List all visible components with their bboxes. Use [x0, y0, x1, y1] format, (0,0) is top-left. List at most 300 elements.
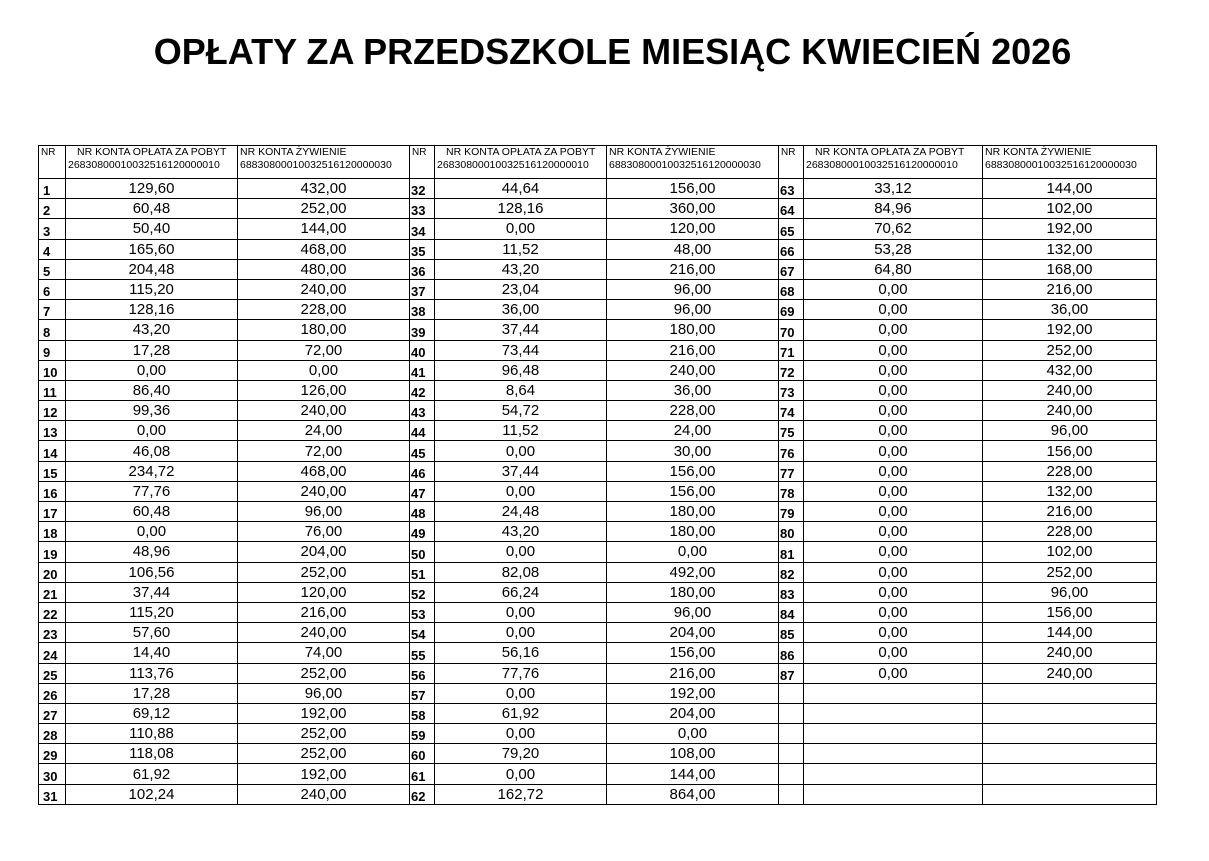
cell-zywienie: 432,00 [238, 179, 410, 199]
cell-pobyt: 115,20 [66, 279, 238, 299]
cell-nr: 20 [39, 562, 66, 582]
empty-cell [779, 724, 804, 744]
table-row [39, 441, 1157, 461]
cell-zywienie: 144,00 [238, 219, 410, 239]
cell-nr: 41 [410, 360, 435, 380]
table-row [39, 643, 1157, 663]
empty-cell [983, 764, 1157, 784]
cell-zywienie: 132,00 [983, 481, 1157, 501]
cell-zywienie: 252,00 [238, 562, 410, 582]
page-title: OPŁATY ZA PRZEDSZKOLE MIESIĄC KWIECIEŃ 2026 [153, 31, 1072, 72]
cell-zywienie: 240,00 [238, 481, 410, 501]
empty-cell [804, 703, 983, 723]
cell-pobyt: 0,00 [804, 542, 983, 562]
cell-nr: 51 [410, 562, 435, 582]
cell-nr: 55 [410, 643, 435, 663]
cell-nr: 9 [39, 340, 66, 360]
cell-zywienie: 168,00 [983, 259, 1157, 279]
cell-zywienie: 144,00 [983, 623, 1157, 643]
cell-pobyt: 23,04 [435, 279, 607, 299]
cell-nr: 48 [410, 502, 435, 522]
table-row [39, 542, 1157, 562]
cell-pobyt: 66,24 [435, 582, 607, 602]
header-pobyt-account: 26830800010032516120000010 [68, 159, 220, 171]
cell-zywienie: 24,00 [607, 421, 779, 441]
cell-nr: 45 [410, 441, 435, 461]
cell-zywienie: 156,00 [607, 179, 779, 199]
cell-pobyt: 17,28 [66, 340, 238, 360]
cell-zywienie: 156,00 [607, 643, 779, 663]
cell-zywienie: 240,00 [983, 643, 1157, 663]
table-row [39, 744, 1157, 764]
cell-nr: 87 [779, 663, 804, 683]
cell-nr: 2 [39, 199, 66, 219]
cell-nr: 11 [39, 380, 66, 400]
cell-zywienie: 102,00 [983, 199, 1157, 219]
cell-zywienie: 36,00 [607, 380, 779, 400]
cell-nr: 71 [779, 340, 804, 360]
table-row [39, 623, 1157, 643]
cell-zywienie: 180,00 [607, 522, 779, 542]
cell-nr: 4 [39, 239, 66, 259]
empty-cell [779, 683, 804, 703]
cell-zywienie: 216,00 [607, 340, 779, 360]
header-pobyt-label: NR KONTA OPŁATA ZA POBYT [815, 146, 965, 158]
cell-zywienie: 0,00 [607, 542, 779, 562]
header-zywienie-3 [983, 146, 1157, 179]
cell-nr: 79 [779, 502, 804, 522]
cell-nr: 64 [779, 199, 804, 219]
cell-nr: 61 [410, 764, 435, 784]
cell-pobyt: 33,12 [804, 179, 983, 199]
cell-zywienie: 144,00 [607, 764, 779, 784]
table-row [39, 239, 1157, 259]
cell-pobyt: 14,40 [66, 643, 238, 663]
header-nr-1: NR [39, 146, 66, 179]
cell-zywienie: 72,00 [238, 340, 410, 360]
cell-pobyt: 0,00 [66, 421, 238, 441]
cell-nr: 40 [410, 340, 435, 360]
empty-cell [779, 764, 804, 784]
cell-zywienie: 156,00 [983, 602, 1157, 622]
cell-zywienie: 480,00 [238, 259, 410, 279]
cell-nr: 58 [410, 703, 435, 723]
cell-pobyt: 106,56 [66, 562, 238, 582]
cell-zywienie: 156,00 [607, 461, 779, 481]
cell-nr: 1 [39, 179, 66, 199]
cell-pobyt: 54,72 [435, 401, 607, 421]
cell-pobyt: 162,72 [435, 784, 607, 804]
cell-pobyt: 0,00 [804, 522, 983, 542]
cell-pobyt: 17,28 [66, 683, 238, 703]
empty-cell [779, 744, 804, 764]
cell-zywienie: 192,00 [983, 219, 1157, 239]
cell-pobyt: 0,00 [804, 582, 983, 602]
cell-pobyt: 0,00 [804, 602, 983, 622]
cell-zywienie: 180,00 [238, 320, 410, 340]
cell-pobyt: 60,48 [66, 199, 238, 219]
cell-zywienie: 252,00 [983, 340, 1157, 360]
cell-zywienie: 216,00 [607, 663, 779, 683]
cell-nr: 47 [410, 481, 435, 501]
table-row [39, 784, 1157, 804]
cell-nr: 38 [410, 300, 435, 320]
cell-pobyt: 11,52 [435, 421, 607, 441]
cell-nr: 32 [410, 179, 435, 199]
cell-pobyt: 0,00 [804, 481, 983, 501]
cell-zywienie: 0,00 [238, 360, 410, 380]
header-pobyt-3 [804, 146, 983, 179]
cell-nr: 29 [39, 744, 66, 764]
cell-zywienie: 432,00 [983, 360, 1157, 380]
cell-pobyt: 128,16 [435, 199, 607, 219]
cell-zywienie: 156,00 [983, 441, 1157, 461]
cell-nr: 84 [779, 602, 804, 622]
cell-pobyt: 24,48 [435, 502, 607, 522]
header-row [39, 146, 1157, 179]
cell-nr: 63 [779, 179, 804, 199]
table-row [39, 300, 1157, 320]
cell-pobyt: 0,00 [804, 320, 983, 340]
cell-zywienie: 30,00 [607, 441, 779, 461]
cell-nr: 52 [410, 582, 435, 602]
header-zywienie-account: 68830800010032516120000030 [985, 159, 1137, 171]
cell-zywienie: 228,00 [607, 401, 779, 421]
cell-pobyt: 69,12 [66, 703, 238, 723]
cell-zywienie: 228,00 [983, 522, 1157, 542]
cell-pobyt: 11,52 [435, 239, 607, 259]
cell-nr: 26 [39, 683, 66, 703]
cell-nr: 13 [39, 421, 66, 441]
cell-zywienie: 74,00 [238, 643, 410, 663]
empty-cell [983, 724, 1157, 744]
table-row [39, 663, 1157, 683]
cell-nr: 81 [779, 542, 804, 562]
empty-cell [804, 744, 983, 764]
cell-pobyt: 61,92 [435, 703, 607, 723]
cell-pobyt: 0,00 [804, 461, 983, 481]
header-pobyt-1 [66, 146, 238, 179]
cell-nr: 68 [779, 279, 804, 299]
cell-zywienie: 864,00 [607, 784, 779, 804]
cell-nr: 77 [779, 461, 804, 481]
header-zywienie-1 [238, 146, 410, 179]
cell-nr: 59 [410, 724, 435, 744]
empty-cell [779, 784, 804, 804]
table-row [39, 481, 1157, 501]
cell-pobyt: 36,00 [435, 300, 607, 320]
cell-nr: 43 [410, 401, 435, 421]
cell-zywienie: 228,00 [983, 461, 1157, 481]
cell-zywienie: 108,00 [607, 744, 779, 764]
cell-nr: 82 [779, 562, 804, 582]
cell-nr: 42 [410, 380, 435, 400]
cell-zywienie: 216,00 [238, 602, 410, 622]
cell-zywienie: 120,00 [607, 219, 779, 239]
cell-zywienie: 120,00 [238, 582, 410, 602]
header-zywienie-account: 68830800010032516120000030 [240, 159, 392, 171]
table-row [39, 522, 1157, 542]
header-zywienie-account: 68830800010032516120000030 [609, 159, 761, 171]
cell-nr: 17 [39, 502, 66, 522]
cell-pobyt: 73,44 [435, 340, 607, 360]
cell-pobyt: 0,00 [804, 401, 983, 421]
cell-nr: 14 [39, 441, 66, 461]
table-row [39, 724, 1157, 744]
cell-pobyt: 0,00 [804, 502, 983, 522]
cell-nr: 44 [410, 421, 435, 441]
cell-pobyt: 115,20 [66, 602, 238, 622]
cell-nr: 85 [779, 623, 804, 643]
cell-zywienie: 144,00 [983, 179, 1157, 199]
header-zywienie-label: NR KONTA ŻYWIENIE [609, 146, 716, 158]
cell-pobyt: 0,00 [435, 623, 607, 643]
cell-nr: 74 [779, 401, 804, 421]
cell-pobyt: 82,08 [435, 562, 607, 582]
cell-pobyt: 43,20 [435, 259, 607, 279]
cell-nr: 25 [39, 663, 66, 683]
cell-zywienie: 36,00 [983, 300, 1157, 320]
cell-zywienie: 192,00 [983, 320, 1157, 340]
cell-nr: 83 [779, 582, 804, 602]
cell-nr: 35 [410, 239, 435, 259]
cell-zywienie: 252,00 [983, 562, 1157, 582]
table-row [39, 279, 1157, 299]
table-row [39, 602, 1157, 622]
table-row [39, 683, 1157, 703]
cell-zywienie: 216,00 [983, 502, 1157, 522]
cell-pobyt: 77,76 [435, 663, 607, 683]
cell-nr: 27 [39, 703, 66, 723]
cell-nr: 21 [39, 582, 66, 602]
cell-zywienie: 180,00 [607, 502, 779, 522]
header-zywienie-label: NR KONTA ŻYWIENIE [240, 146, 347, 158]
cell-nr: 57 [410, 683, 435, 703]
table-row [39, 179, 1157, 199]
cell-pobyt: 118,08 [66, 744, 238, 764]
table-row [39, 502, 1157, 522]
cell-pobyt: 110,88 [66, 724, 238, 744]
cell-nr: 37 [410, 279, 435, 299]
cell-pobyt: 37,44 [435, 320, 607, 340]
table-row [39, 764, 1157, 784]
table-row [39, 259, 1157, 279]
cell-pobyt: 0,00 [435, 602, 607, 622]
cell-nr: 67 [779, 259, 804, 279]
cell-nr: 10 [39, 360, 66, 380]
cell-nr: 50 [410, 542, 435, 562]
cell-nr: 80 [779, 522, 804, 542]
cell-nr: 28 [39, 724, 66, 744]
cell-pobyt: 0,00 [435, 219, 607, 239]
header-nr-3: NR [779, 146, 804, 179]
cell-nr: 65 [779, 219, 804, 239]
cell-pobyt: 129,60 [66, 179, 238, 199]
cell-zywienie: 240,00 [238, 401, 410, 421]
table-row [39, 461, 1157, 481]
cell-nr: 53 [410, 602, 435, 622]
cell-pobyt: 0,00 [435, 481, 607, 501]
cell-zywienie: 240,00 [238, 279, 410, 299]
fees-table [38, 145, 1157, 805]
cell-zywienie: 240,00 [238, 623, 410, 643]
empty-cell [804, 784, 983, 804]
cell-nr: 15 [39, 461, 66, 481]
cell-nr: 56 [410, 663, 435, 683]
cell-zywienie: 96,00 [238, 683, 410, 703]
cell-zywienie: 216,00 [983, 279, 1157, 299]
cell-zywienie: 192,00 [607, 683, 779, 703]
table-row [39, 320, 1157, 340]
cell-pobyt: 0,00 [66, 360, 238, 380]
cell-nr: 39 [410, 320, 435, 340]
cell-pobyt: 86,40 [66, 380, 238, 400]
cell-nr: 49 [410, 522, 435, 542]
cell-pobyt: 0,00 [66, 522, 238, 542]
cell-zywienie: 252,00 [238, 744, 410, 764]
cell-zywienie: 156,00 [607, 481, 779, 501]
cell-zywienie: 48,00 [607, 239, 779, 259]
cell-pobyt: 0,00 [804, 562, 983, 582]
table-row [39, 199, 1157, 219]
cell-pobyt: 0,00 [435, 724, 607, 744]
cell-nr: 54 [410, 623, 435, 643]
cell-pobyt: 128,16 [66, 300, 238, 320]
cell-nr: 30 [39, 764, 66, 784]
table-row [39, 582, 1157, 602]
cell-pobyt: 0,00 [804, 421, 983, 441]
header-pobyt-account: 26830800010032516120000010 [437, 159, 589, 171]
cell-pobyt: 204,48 [66, 259, 238, 279]
cell-zywienie: 492,00 [607, 562, 779, 582]
table-row [39, 421, 1157, 441]
cell-nr: 23 [39, 623, 66, 643]
cell-pobyt: 0,00 [435, 683, 607, 703]
cell-zywienie: 252,00 [238, 199, 410, 219]
cell-zywienie: 96,00 [983, 582, 1157, 602]
cell-pobyt: 0,00 [804, 380, 983, 400]
cell-pobyt: 0,00 [804, 663, 983, 683]
cell-zywienie: 96,00 [238, 502, 410, 522]
cell-zywienie: 240,00 [607, 360, 779, 380]
cell-nr: 34 [410, 219, 435, 239]
empty-cell [983, 784, 1157, 804]
cell-pobyt: 0,00 [804, 360, 983, 380]
cell-nr: 7 [39, 300, 66, 320]
cell-nr: 18 [39, 522, 66, 542]
header-pobyt-2 [435, 146, 607, 179]
table-row [39, 562, 1157, 582]
cell-zywienie: 252,00 [238, 724, 410, 744]
cell-pobyt: 0,00 [435, 542, 607, 562]
cell-zywienie: 468,00 [238, 239, 410, 259]
cell-pobyt: 0,00 [804, 279, 983, 299]
cell-nr: 12 [39, 401, 66, 421]
table-row [39, 380, 1157, 400]
cell-nr: 5 [39, 259, 66, 279]
cell-pobyt: 44,64 [435, 179, 607, 199]
table-row [39, 360, 1157, 380]
cell-pobyt: 50,40 [66, 219, 238, 239]
cell-zywienie: 204,00 [607, 623, 779, 643]
cell-pobyt: 43,20 [435, 522, 607, 542]
cell-zywienie: 240,00 [983, 401, 1157, 421]
cell-zywienie: 204,00 [607, 703, 779, 723]
cell-pobyt: 64,80 [804, 259, 983, 279]
cell-pobyt: 79,20 [435, 744, 607, 764]
cell-zywienie: 204,00 [238, 542, 410, 562]
cell-zywienie: 72,00 [238, 441, 410, 461]
cell-nr: 78 [779, 481, 804, 501]
cell-nr: 73 [779, 380, 804, 400]
cell-zywienie: 180,00 [607, 582, 779, 602]
cell-pobyt: 96,48 [435, 360, 607, 380]
cell-pobyt: 48,96 [66, 542, 238, 562]
cell-zywienie: 96,00 [607, 300, 779, 320]
cell-nr: 19 [39, 542, 66, 562]
cell-zywienie: 192,00 [238, 764, 410, 784]
cell-zywienie: 252,00 [238, 663, 410, 683]
cell-nr: 60 [410, 744, 435, 764]
cell-zywienie: 96,00 [983, 421, 1157, 441]
cell-pobyt: 0,00 [804, 643, 983, 663]
cell-zywienie: 96,00 [607, 602, 779, 622]
cell-zywienie: 126,00 [238, 380, 410, 400]
cell-pobyt: 102,24 [66, 784, 238, 804]
cell-nr: 62 [410, 784, 435, 804]
cell-zywienie: 192,00 [238, 703, 410, 723]
table-row [39, 219, 1157, 239]
cell-pobyt: 77,76 [66, 481, 238, 501]
cell-nr: 22 [39, 602, 66, 622]
cell-pobyt: 0,00 [804, 300, 983, 320]
empty-cell [804, 724, 983, 744]
cell-pobyt: 53,28 [804, 239, 983, 259]
cell-zywienie: 360,00 [607, 199, 779, 219]
header-pobyt-label: NR KONTA OPŁATA ZA POBYT [77, 146, 227, 158]
cell-zywienie: 96,00 [607, 279, 779, 299]
cell-zywienie: 0,00 [607, 724, 779, 744]
cell-zywienie: 228,00 [238, 300, 410, 320]
fees-table-body [39, 179, 1157, 805]
header-pobyt-label: NR KONTA OPŁATA ZA POBYT [446, 146, 596, 158]
empty-cell [804, 764, 983, 784]
cell-nr: 33 [410, 199, 435, 219]
empty-cell [983, 683, 1157, 703]
cell-nr: 75 [779, 421, 804, 441]
cell-nr: 24 [39, 643, 66, 663]
cell-pobyt: 37,44 [66, 582, 238, 602]
cell-zywienie: 24,00 [238, 421, 410, 441]
empty-cell [983, 744, 1157, 764]
header-zywienie-2 [607, 146, 779, 179]
cell-pobyt: 0,00 [804, 441, 983, 461]
cell-zywienie: 240,00 [983, 663, 1157, 683]
table-row [39, 703, 1157, 723]
cell-nr: 69 [779, 300, 804, 320]
cell-nr: 86 [779, 643, 804, 663]
cell-nr: 16 [39, 481, 66, 501]
header-nr-2: NR [410, 146, 435, 179]
cell-pobyt: 113,76 [66, 663, 238, 683]
cell-nr: 8 [39, 320, 66, 340]
cell-nr: 70 [779, 320, 804, 340]
cell-pobyt: 84,96 [804, 199, 983, 219]
cell-pobyt: 165,60 [66, 239, 238, 259]
cell-zywienie: 240,00 [983, 380, 1157, 400]
cell-pobyt: 70,62 [804, 219, 983, 239]
cell-nr: 3 [39, 219, 66, 239]
